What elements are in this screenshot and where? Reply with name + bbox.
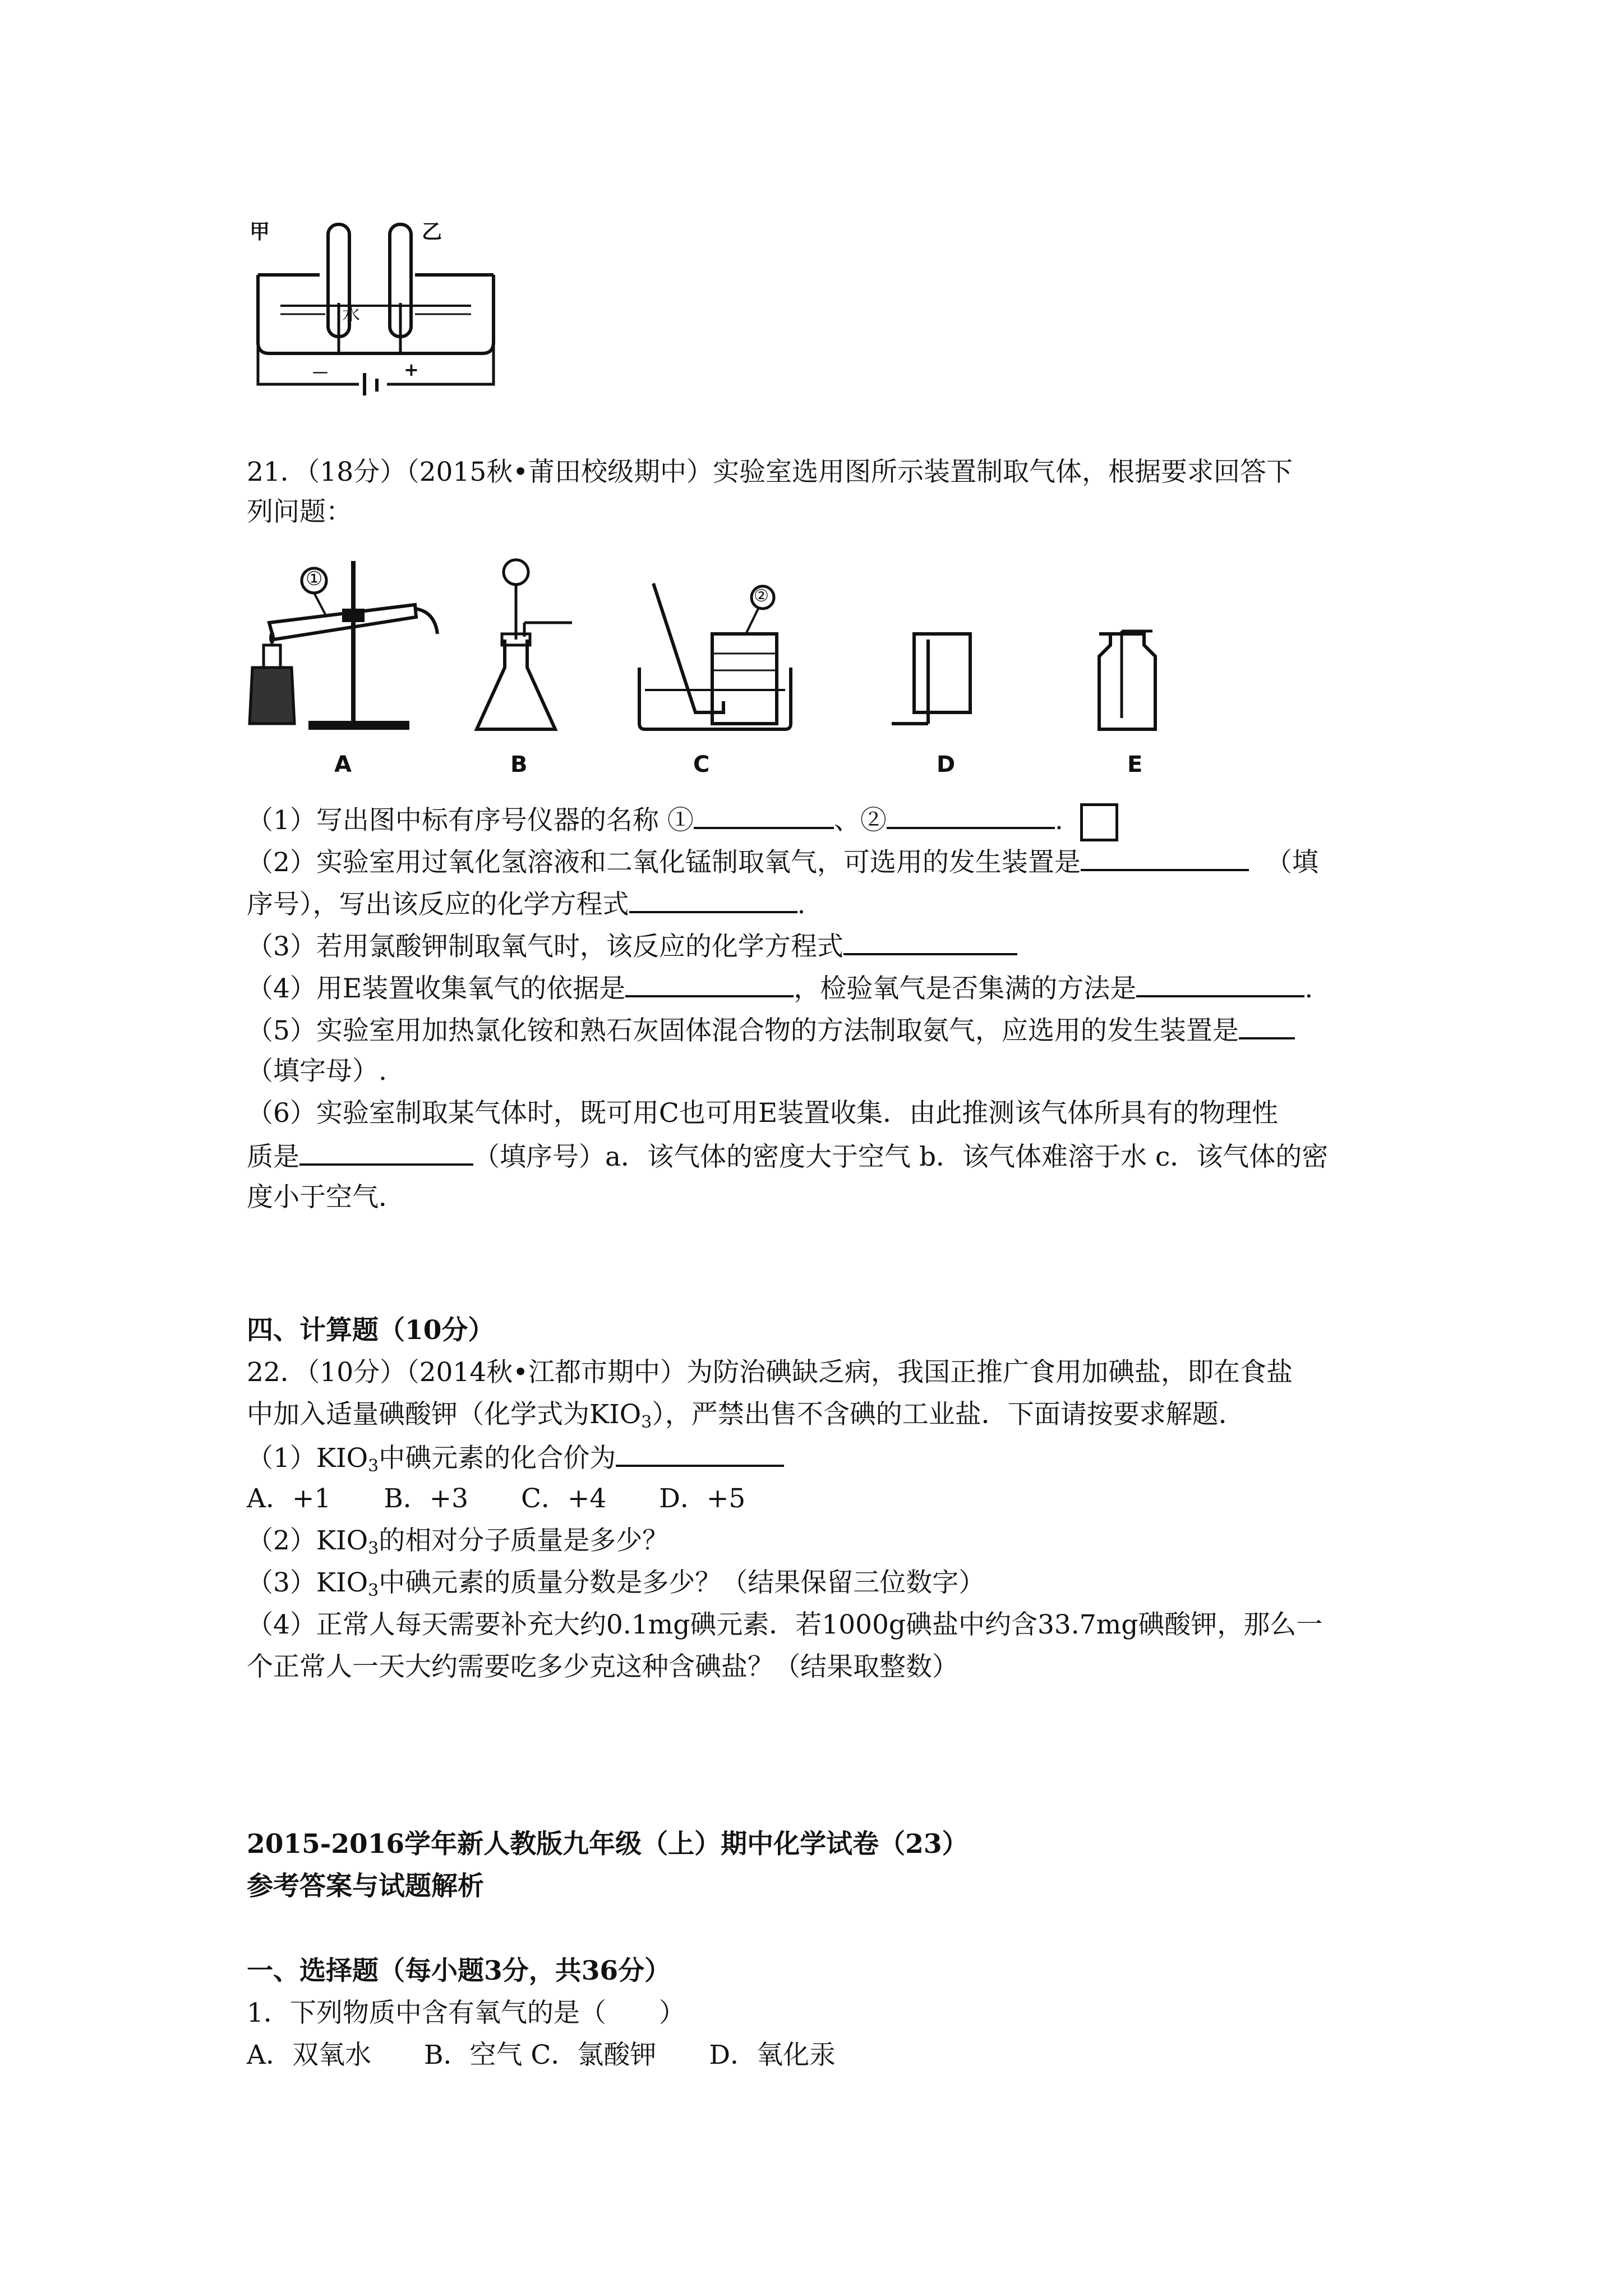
- answer-checkbox[interactable]: [1080, 803, 1118, 841]
- plus-label: +: [404, 359, 419, 380]
- apparatus-a-figure: [241, 555, 443, 740]
- q21-part2-text-c: 序号），写出该反应的化学方程式: [247, 889, 629, 920]
- q21-part5: [247, 1013, 1295, 1048]
- q22-part4: （4）正常人每天需要补充大约0.1mg碘元素．若1000g碘盐中约含33.7mg碘酸钾，那么一: [247, 1609, 1323, 1640]
- q21-part5-text: （5）实验室用加热氯化铵和熟石灰固体混合物的方法制取氨气，应选用的发生装置是: [247, 1015, 1239, 1046]
- apparatus-label-a: A: [334, 752, 352, 777]
- q22-line2-text-b: ），严禁出售不含碘的工业盐．下面请按要求解题．: [652, 1399, 1245, 1430]
- q21-header: 21．（18分）（2015秋•莆田校级期中）实验室选用图所示装置制取气体，根据要求回答下: [247, 457, 1293, 487]
- answer-section1: 一、选择题（每小题3分，共36分）: [247, 1955, 671, 1986]
- marker-2: ②: [754, 586, 769, 606]
- q21-part2-cont: [247, 886, 805, 922]
- marker-1: ①: [306, 568, 323, 590]
- q21-part3: [247, 928, 1017, 964]
- q21-part4-text: （4）用E装置收集氧气的依据是: [247, 973, 626, 1004]
- q21-part6-end: 度小于空气．: [247, 1182, 405, 1213]
- q22-options: A．+1 B．+3 C．+4 D．+5: [247, 1483, 746, 1514]
- subscript-3: 3: [641, 1412, 652, 1432]
- subscript-3: 3: [368, 1539, 379, 1558]
- q21-part5-cont: （填字母）.: [247, 1056, 387, 1087]
- answer-q1: 1．下列物质中含有氧气的是（ ）: [247, 1998, 685, 2028]
- apparatus-label-e: E: [1127, 752, 1143, 777]
- q22-line2: [247, 1398, 1245, 1439]
- q22-line2-text: 中加入适量碘酸钾（化学式为KIO: [247, 1399, 642, 1430]
- apparatus-e-figure: [1088, 623, 1166, 740]
- answer-blank-3[interactable]: [843, 928, 1017, 955]
- apparatus-label-b: B: [510, 752, 528, 777]
- apparatus-b-figure: [471, 555, 583, 740]
- q22-part2-text-b: 的相对分子质量是多少？: [379, 1525, 669, 1556]
- subscript-3: 3: [368, 1581, 379, 1600]
- q22-part4-cont: 个正常人一天大约需要吃多少克这种含碘盐？（结果取整数）: [247, 1651, 958, 1682]
- answer-blank-2b[interactable]: [629, 886, 797, 913]
- q22-part3-text: （3）KIO: [247, 1567, 368, 1598]
- q21-part4-text-b: ，检验氧气是否集满的方法是: [794, 973, 1137, 1004]
- electrolysis-figure: [247, 213, 516, 398]
- q22-part2-text: （2）KIO: [247, 1525, 368, 1556]
- q21-header-cont: 列问题：: [247, 496, 352, 527]
- apparatus-label-c: C: [693, 752, 710, 777]
- q21-part1-text: （1）写出图中标有序号仪器的名称 ①: [247, 805, 694, 836]
- q22-part1-text: （1）KIO: [247, 1443, 368, 1474]
- q21-part2-text-d: .: [797, 889, 806, 920]
- answer-title: 2015-2016学年新人教版九年级（上）期中化学试卷（23）: [247, 1829, 969, 1860]
- q21-part2: [247, 844, 1318, 880]
- q21-part1: [247, 802, 1118, 841]
- q22-part2: [247, 1524, 668, 1566]
- q21-part4-text-c: .: [1304, 973, 1313, 1004]
- q21-part4: [247, 970, 1313, 1006]
- section4-title: 四、计算题（10分）: [247, 1315, 495, 1346]
- q22-part3: [247, 1566, 985, 1608]
- answer-subtitle: 参考答案与试题解析: [247, 1871, 484, 1902]
- answer-blank-4b[interactable]: [1136, 970, 1304, 997]
- q22-header: 22．（10分）（2014秋•江都市期中）为防治碘缺乏病，我国正推广食用加碘盐，即在食盐: [247, 1357, 1293, 1388]
- answer-blank-1b[interactable]: [887, 802, 1055, 829]
- q21-part6-text-c: （填序号）a．该气体的密度大于空气 b．该气体难溶于水 c．该气体的密: [473, 1142, 1329, 1172]
- answer-blank-2a[interactable]: [1081, 844, 1249, 871]
- answer-blank-22-1[interactable]: [616, 1440, 784, 1467]
- subscript-3: 3: [368, 1456, 379, 1476]
- answer-blank-1a[interactable]: [694, 802, 834, 829]
- apparatus-c-figure: [628, 555, 802, 740]
- q21-part2-text: （2）实验室用过氧化氢溶液和二氧化锰制取氧气，可选用的发生装置是: [247, 847, 1081, 878]
- q22-part1-text-b: 中碘元素的化合价为: [379, 1443, 616, 1474]
- q21-part6: （6）实验室制取某气体时，既可用C也可用E装置收集．由此推测该气体所具有的物理性: [247, 1098, 1279, 1129]
- q22-part1: [247, 1440, 784, 1483]
- q22-part3-text-b: 中碘元素的质量分数是多少？（结果保留三位数字）: [379, 1567, 985, 1598]
- q21-part3-text: （3）若用氯酸钾制取氧气时，该反应的化学方程式: [247, 931, 843, 962]
- q21-part1-text-c: .: [1054, 805, 1063, 836]
- apparatus-d-figure: [886, 628, 981, 740]
- q21-part1-text-b: 、②: [833, 805, 887, 836]
- minus-label: －: [311, 362, 330, 384]
- apparatus-label-d: D: [937, 752, 956, 777]
- q21-part2-text-b: （填: [1265, 847, 1318, 878]
- answer-blank-5[interactable]: [1239, 1013, 1295, 1039]
- tube-label-a: 甲: [250, 220, 270, 243]
- answer-blank-6[interactable]: [299, 1139, 473, 1166]
- tube-label-b: 乙: [422, 220, 442, 243]
- answer-q1-options: A．双氧水 B．空气 C．氯酸钾 D．氧化汞: [247, 2040, 836, 2070]
- answer-blank-4a[interactable]: [625, 970, 794, 997]
- q21-part6-cont: [247, 1139, 1328, 1174]
- q21-part6-text-b: 质是: [247, 1142, 299, 1172]
- water-label: 水: [342, 303, 361, 325]
